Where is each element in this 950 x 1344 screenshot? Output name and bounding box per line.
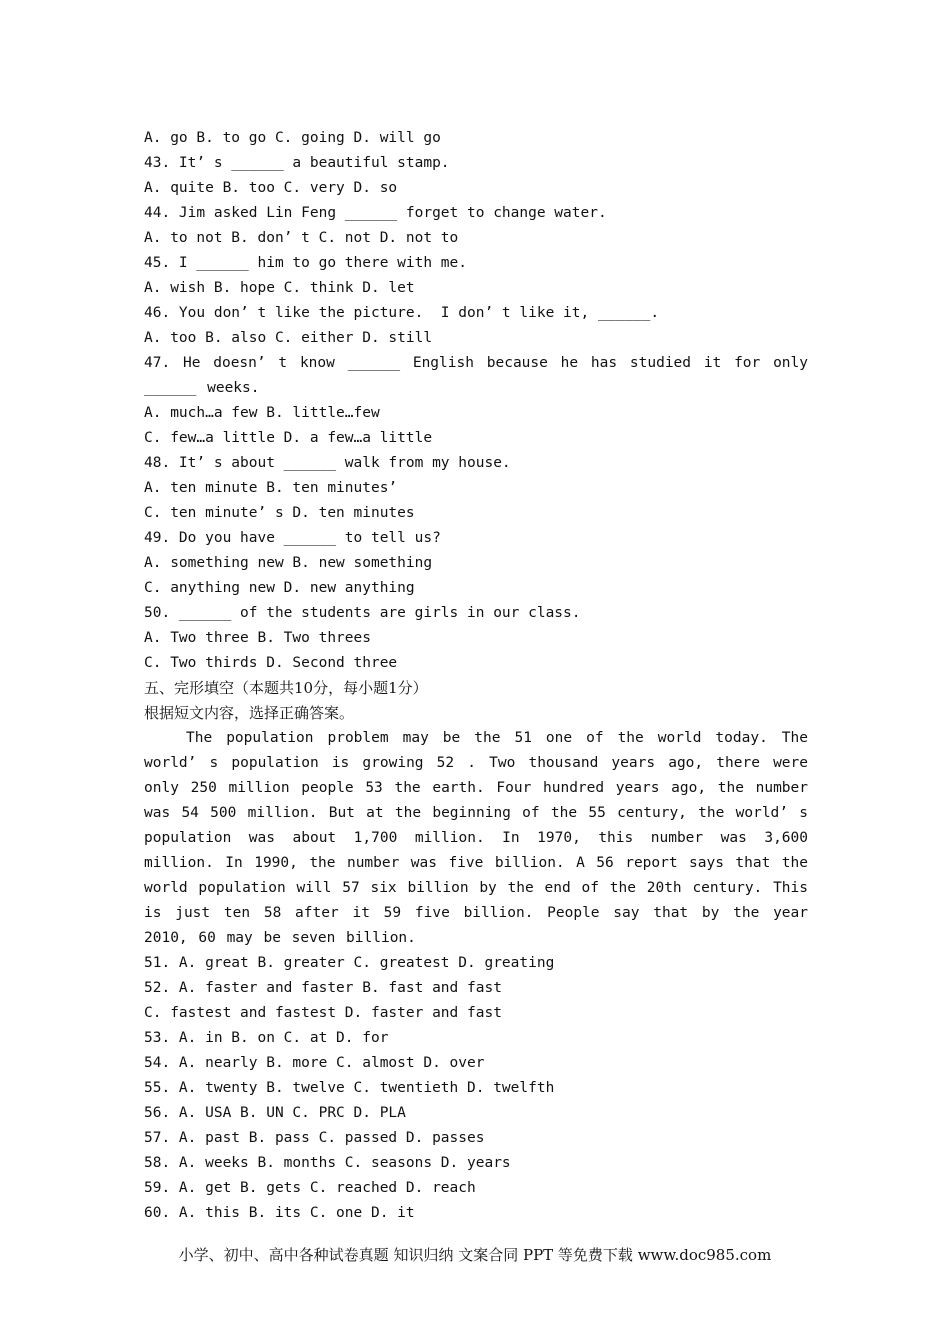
options-49-cd: C. anything new D. new anything	[144, 580, 415, 596]
question-45: 45. I ______ him to go there with me.	[144, 255, 468, 271]
options-55: 55. A. twenty B. twelve C. twentieth D. twelfth	[144, 1080, 555, 1096]
question-49: 49. Do you have ______ to tell us?	[144, 530, 441, 546]
options-50-cd: C. Two thirds D. Second three	[144, 655, 398, 671]
options-58: 58. A. weeks B. months C. seasons D. years	[144, 1155, 511, 1171]
section-title: 五、完形填空（本题共10分，每小题1分）	[144, 679, 428, 697]
options-57: 57. A. past B. pass C. passed D. passes	[144, 1130, 485, 1146]
text-line: A. go B. to go C. going D. will go	[144, 130, 441, 146]
question-48: 48. It’ s about ______ walk from my house.	[144, 455, 511, 471]
options-49-ab: A. something new B. new something	[144, 555, 433, 571]
question-46: 46. You don’ t like the picture. I don’ t like it, ______.	[144, 305, 660, 321]
options-47-cd: C. few…a little D. a few…a little	[144, 430, 433, 446]
exam-content	[144, 126, 808, 1226]
question-43: 43. It’ s ______ a beautiful stamp.	[144, 155, 450, 171]
question-47: 47. He doesn’ t know ______ English because he has studied it for only ______ weeks.	[144, 355, 808, 396]
options-45: A. wish B. hope C. think D. let	[144, 280, 415, 296]
options-52-cd: C. fastest and fastest D. faster and fast	[144, 1005, 502, 1021]
options-48-cd: C. ten minute’ s D. ten minutes	[144, 505, 415, 521]
options-53: 53. A. in B. on C. at D. for	[144, 1030, 389, 1046]
section-instruction: 根据短文内容，选择正确答案。	[144, 704, 355, 722]
page-footer: 小学、初中、高中各种试卷真题 知识归纳 文案合同 PPT 等免费下载 www.doc985.com	[178, 1246, 772, 1264]
question-50: 50. ______ of the students are girls in our class.	[144, 605, 581, 621]
options-50-ab: A. Two three B. Two threes	[144, 630, 371, 646]
options-51: 51. A. great B. greater C. greatest D. greating	[144, 955, 555, 971]
options-54: 54. A. nearly B. more C. almost D. over	[144, 1055, 485, 1071]
options-56: 56. A. USA B. UN C. PRC D. PLA	[144, 1105, 406, 1121]
options-48-ab: A. ten minute B. ten minutes’	[144, 480, 398, 496]
options-46: A. too B. also C. either D. still	[144, 330, 433, 346]
options-60: 60. A. this B. its C. one D. it	[144, 1205, 415, 1221]
options-59: 59. A. get B. gets C. reached D. reach	[144, 1180, 476, 1196]
options-43: A. quite B. too C. very D. so	[144, 180, 398, 196]
question-44: 44. Jim asked Lin Feng ______ forget to change water.	[144, 205, 607, 221]
cloze-passage: The population problem may be the 51 one of the world today. The world’ s population is growing 52 . Two thousand years ago, there were only 250 million people 53 the earth. Four hundred years ago, the number was 54 500 million. But at the beginning of the 55 century, the world’ s population was about 1,700 million. In 1970, this number was 3,600 million. In 1990, the number was five billion. A 56 report says that the world population will 57 six billion by the end of the 20th century. This is just ten 58 after it 59 five billion. People say that by the year 2010, 60 may be seven billion.	[144, 730, 808, 946]
options-52-ab: 52. A. faster and faster B. fast and fast	[144, 980, 502, 996]
options-47-ab: A. much…a few B. little…few	[144, 405, 380, 421]
options-44: A. to not B. don’ t C. not D. not to	[144, 230, 459, 246]
